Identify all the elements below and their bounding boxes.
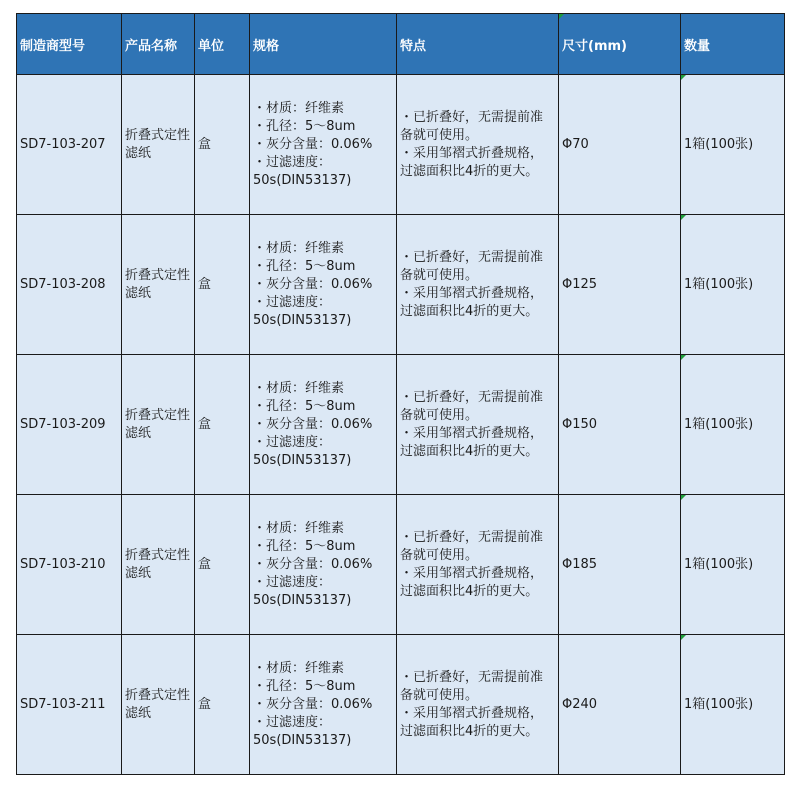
cell-model: SD7-103-210 — [17, 495, 122, 635]
cell-qty — [681, 75, 785, 215]
qty-label: 1箱(100张) — [684, 556, 754, 572]
cell-model: SD7-103-209 — [17, 355, 122, 495]
cell-features — [397, 215, 559, 355]
spec-line: ・孔径：5～8um — [253, 678, 356, 694]
feature-line: ・采用邹褶式折叠规格，过滤面积比4折的更大。 — [400, 145, 544, 179]
cell-unit: 盒 — [195, 355, 250, 495]
cell-product-name: 折叠式定性滤纸 — [122, 75, 195, 215]
header-row — [17, 14, 785, 75]
spec-line: ・孔径：5～8um — [253, 538, 356, 554]
col-header-size-label: 尺寸(mm) — [562, 38, 627, 54]
spec-line: ・灰分含量：0.06% — [253, 276, 373, 292]
spec-line: 50s(DIN53137) — [253, 592, 352, 608]
cell-product-name: 折叠式定性滤纸 — [122, 355, 195, 495]
cell-product-name: 折叠式定性滤纸 — [122, 215, 195, 355]
qty-label: 1箱(100张) — [684, 416, 754, 432]
cell-spec — [250, 75, 397, 215]
spec-line: ・灰分含量：0.06% — [253, 556, 373, 572]
cell-size: Φ240 — [559, 635, 681, 775]
spec-line: ・材质：纤维素 — [253, 240, 345, 256]
qty-label: 1箱(100张) — [684, 276, 754, 292]
spec-line: ・材质：纤维素 — [253, 380, 345, 396]
spec-line: ・灰分含量：0.06% — [253, 416, 373, 432]
col-header-name: 产品名称 — [122, 14, 195, 75]
cell-features — [397, 635, 559, 775]
table-body — [17, 75, 785, 775]
qty-label: 1箱(100张) — [684, 136, 754, 152]
spec-line: ・孔径：5～8um — [253, 398, 356, 414]
cell-size: Φ125 — [559, 215, 681, 355]
cell-model: SD7-103-211 — [17, 635, 122, 775]
qty-label: 1箱(100张) — [684, 696, 754, 712]
spec-line: ・灰分含量：0.06% — [253, 136, 373, 152]
cell-qty — [681, 215, 785, 355]
cell-spec — [250, 215, 397, 355]
col-header-unit: 单位 — [195, 14, 250, 75]
cell-size: Φ185 — [559, 495, 681, 635]
cell-features — [397, 75, 559, 215]
feature-line: ・已折叠好，无需提前准备就可使用。 — [400, 529, 544, 563]
col-header-qty: 数量 — [681, 14, 785, 75]
spec-line: 50s(DIN53137) — [253, 172, 352, 188]
cell-product-name: 折叠式定性滤纸 — [122, 635, 195, 775]
cell-model: SD7-103-207 — [17, 75, 122, 215]
spec-line: 50s(DIN53137) — [253, 732, 352, 748]
comment-marker-icon — [681, 75, 686, 80]
spec-line: ・过滤速度： — [253, 434, 332, 450]
spec-line: ・过滤速度： — [253, 574, 332, 590]
col-header-spec: 规格 — [250, 14, 397, 75]
product-table — [16, 13, 785, 775]
cell-unit: 盒 — [195, 75, 250, 215]
col-header-features: 特点 — [397, 14, 559, 75]
feature-line: ・已折叠好，无需提前准备就可使用。 — [400, 669, 544, 703]
spec-line: 50s(DIN53137) — [253, 312, 352, 328]
cell-unit: 盒 — [195, 635, 250, 775]
spec-line: 50s(DIN53137) — [253, 452, 352, 468]
cell-features — [397, 355, 559, 495]
cell-qty — [681, 355, 785, 495]
feature-line: ・已折叠好，无需提前准备就可使用。 — [400, 249, 544, 283]
cell-qty — [681, 495, 785, 635]
spec-line: ・过滤速度： — [253, 294, 332, 310]
comment-marker-icon — [681, 355, 686, 360]
table-row — [17, 355, 785, 495]
spec-line: ・材质：纤维素 — [253, 520, 345, 536]
cell-unit: 盒 — [195, 215, 250, 355]
cell-spec — [250, 495, 397, 635]
spec-line: ・材质：纤维素 — [253, 660, 345, 676]
cell-spec — [250, 635, 397, 775]
feature-line: ・采用邹褶式折叠规格，过滤面积比4折的更大。 — [400, 705, 544, 739]
col-header-model: 制造商型号 — [17, 14, 122, 75]
comment-marker-icon — [681, 495, 686, 500]
comment-marker-icon — [559, 14, 564, 19]
feature-line: ・采用邹褶式折叠规格，过滤面积比4折的更大。 — [400, 565, 544, 599]
cell-spec — [250, 355, 397, 495]
cell-features — [397, 495, 559, 635]
comment-marker-icon — [681, 635, 686, 640]
spec-line: ・孔径：5～8um — [253, 118, 356, 134]
col-header-size — [559, 14, 681, 75]
feature-line: ・已折叠好，无需提前准备就可使用。 — [400, 389, 544, 423]
table-row — [17, 215, 785, 355]
cell-product-name: 折叠式定性滤纸 — [122, 495, 195, 635]
feature-line: ・采用邹褶式折叠规格，过滤面积比4折的更大。 — [400, 285, 544, 319]
feature-line: ・采用邹褶式折叠规格，过滤面积比4折的更大。 — [400, 425, 544, 459]
comment-marker-icon — [681, 215, 686, 220]
spec-line: ・过滤速度： — [253, 714, 332, 730]
spec-line: ・灰分含量：0.06% — [253, 696, 373, 712]
cell-size: Φ70 — [559, 75, 681, 215]
spec-line: ・过滤速度： — [253, 154, 332, 170]
cell-model: SD7-103-208 — [17, 215, 122, 355]
cell-unit: 盒 — [195, 495, 250, 635]
table-row — [17, 75, 785, 215]
cell-qty — [681, 635, 785, 775]
cell-size: Φ150 — [559, 355, 681, 495]
feature-line: ・已折叠好，无需提前准备就可使用。 — [400, 109, 544, 143]
table-row — [17, 635, 785, 775]
table-row — [17, 495, 785, 635]
spec-line: ・材质：纤维素 — [253, 100, 345, 116]
spec-line: ・孔径：5～8um — [253, 258, 356, 274]
